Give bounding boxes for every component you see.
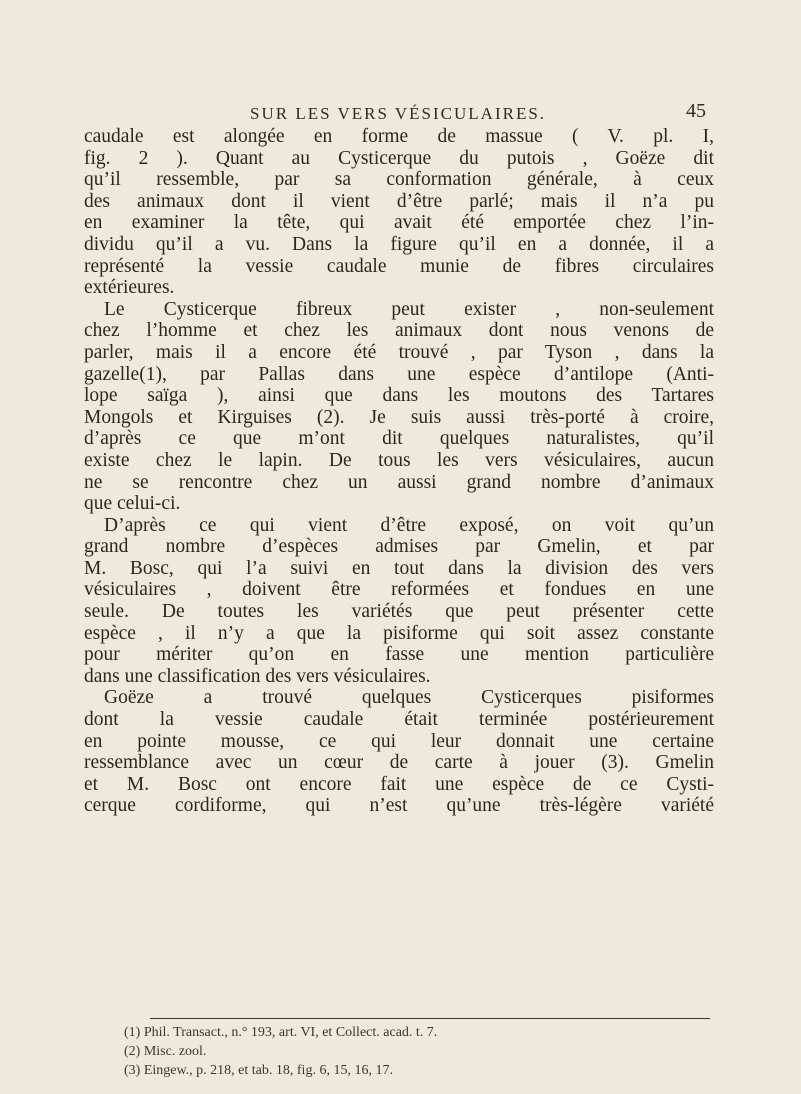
text-line: lope saïga ), ainsi que dans les moutons des Tartares [84,385,714,407]
body-text [84,126,714,817]
text-line: Le Cysticerque fibreux peut exister , non-seulement [104,298,714,320]
text-line: fig. 2 ). Quant au Cysticerque du putois , Goëze dit [84,147,714,169]
text-line: Mongols et Kirguises (2). Je suis aussi très-porté à croire, [84,406,714,428]
text-line: qu’il ressemble, par sa conformation générale, à ceux [84,169,714,191]
text-line: caudale est alongée en forme de massue ( V. pl. I, [84,126,714,147]
text-line: ne se rencontre chez un aussi grand nombre d’animaux [84,471,714,493]
text-line: que celui-ci. [84,493,181,515]
text-line: chez l’homme et chez les animaux dont nous venons de [84,320,714,342]
text-line: représenté la vessie caudale munie de fibres circulaires [84,255,714,277]
running-title: SUR LES VERS VÉSICULAIRES. [250,104,547,123]
footnote: (3) Eingew., p. 218, et tab. 18, fig. 6, 15, 16, 17. [124,1063,393,1078]
text-line: espèce , il n’y a que la pisiforme qui soit assez constante [84,622,714,644]
text-line: D’après ce qui vient d’être exposé, on voit qu’un [104,514,714,536]
text-line: en examiner la tête, qui avait été emportée chez l’in- [84,212,714,234]
text-line: en pointe mousse, ce qui leur donnait une certaine [84,730,714,752]
text-line: gazelle(1), par Pallas dans une espèce d’antilope (Anti- [84,363,714,385]
text-line: pour mériter qu’on en fasse une mention particulière [84,644,714,666]
text-line: et M. Bosc ont encore fait une espèce de ce Cysti- [84,773,714,795]
text-line: des animaux dont il vient d’être parlé; mais il n’a pu [84,190,714,212]
page-number: 45 [686,100,706,122]
text-line: ressemblance avec un cœur de carte à jouer (3). Gmelin [84,752,714,774]
text-line: Goëze a trouvé quelques Cysticerques pisiformes [104,687,714,709]
text-line: seule. De toutes les variétés que peut présenter cette [84,601,714,623]
text-line: grand nombre d’espèces admises par Gmelin, et par [84,536,714,558]
text-line: vésiculaires , doivent être reformées et fondues en une [84,579,714,601]
text-line: cerque cordiforme, qui n’est qu’une très-légère variété [84,795,714,817]
text-line: existe chez le lapin. De tous les vers vésiculaires, aucun [84,449,714,471]
footnote-rule [150,1018,710,1019]
text-line: dans une classification des vers vésiculaires. [84,665,431,687]
footnote: (2) Misc. zool. [124,1044,207,1059]
text-line: dont la vessie caudale était terminée postérieurement [84,709,714,731]
text-line: dividu qu’il a vu. Dans la figure qu’il en a donnée, il a [84,233,714,255]
text-line: parler, mais il a encore été trouvé , par Tyson , dans la [84,341,714,363]
text-line: extérieures. [84,277,175,299]
text-line: M. Bosc, qui l’a suivi en tout dans la division des vers [84,557,714,579]
text-line: d’après ce que m’ont dit quelques naturalistes, qu’il [84,428,714,450]
footnote: (1) Phil. Transact., n.° 193, art. VI, et Collect. acad. t. 7. [124,1025,438,1040]
footnotes [124,1023,724,1080]
